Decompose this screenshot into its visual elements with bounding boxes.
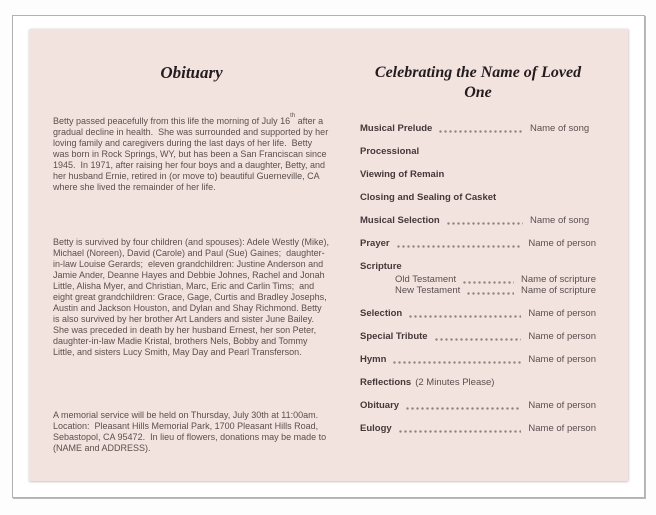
program-row-musical-prelude	[360, 123, 596, 134]
program-item-value: Name of person	[528, 354, 596, 365]
program-item-value: Name of song	[530, 123, 590, 134]
dotted-leader	[467, 292, 514, 295]
program-row-processional	[360, 146, 596, 157]
program-item-label: Scripture	[360, 261, 402, 272]
program-row-closing-and-sealing	[360, 192, 596, 203]
dotted-leader	[393, 361, 521, 364]
program-item-label: New Testament	[395, 285, 461, 296]
program-item-label: Musical Selection	[360, 215, 440, 226]
program-row-obituary	[360, 400, 596, 411]
program-row-old-testament	[360, 274, 596, 285]
program-item-note: (2 Minutes Please)	[415, 377, 495, 388]
dotted-leader	[397, 245, 522, 248]
obituary-p1-text: Betty passed peacefully from this life the morning of July 16	[53, 116, 291, 126]
program-item-label: Viewing of Remain	[360, 169, 445, 180]
dotted-leader	[406, 407, 521, 410]
program-item-value: Name of person	[528, 423, 596, 434]
obituary-body	[53, 94, 330, 476]
funeral-program-page	[29, 29, 628, 481]
obituary-column	[53, 63, 330, 476]
program-row-musical-selection	[360, 215, 596, 226]
program-item-label: Selection	[360, 308, 403, 319]
program-item-value: Name of person	[528, 308, 596, 319]
order-of-service-column	[360, 63, 596, 446]
program-item-label: Obituary	[360, 400, 400, 411]
obituary-paragraph-3: A memorial service will be held on Thursday, July 30th at 11:00am. Location: Pleasant Hills Memorial Park, 1700 Pleasant Hills Road, Sebastopol, CA 95472. In lieu of flowers, donations may be made to (NAME and ADDRESS).	[53, 410, 329, 453]
celebration-heading: Celebrating the Name of Loved One	[374, 64, 582, 101]
program-item-label: Processional	[360, 146, 420, 157]
program-row-viewing-of-remain	[360, 169, 596, 180]
program-row-eulogy	[360, 423, 596, 434]
program-item-label: Old Testament	[395, 274, 457, 285]
program-item-value: Name of person	[528, 400, 596, 411]
program-item-value: Name of song	[530, 215, 590, 226]
program-item-value: Name of scripture	[521, 285, 596, 296]
program-sheet-frame	[12, 15, 645, 498]
obituary-heading: Obituary	[160, 63, 223, 82]
dotted-leader	[439, 130, 523, 133]
program-row-new-testament	[360, 285, 596, 296]
dotted-leader	[447, 222, 523, 225]
obituary-p1-continued: after a gradual decline in health. She was surrounded and supported by her loving family and caregivers during the last days of her life. Betty was born in Rock Springs, WY, but has been a San Franciscan since 1945. In 1971, after raising her four boys and a daughter, Betty, and her husband Ernie, retired in (or move to) beautiful Guerneville, CA where she lived the remainder of her life.	[53, 116, 331, 192]
ordinal-superscript: th	[290, 113, 296, 119]
program-item-label: Eulogy	[360, 423, 392, 434]
dotted-leader	[435, 338, 522, 341]
obituary-paragraph-1	[53, 113, 331, 193]
program-item-label: Reflections	[360, 377, 412, 388]
obituary-paragraph-2: Betty is survived by four children (and spouses): Adele Westly (Mike), Michael (Noreen), David (Carole) and Paul (Sue) Gaines; daughter-in-law Louise Gerards; eleven grandchildren: Justine Anderson and Jamie Ander, Deanne Hayes and Debbie Johnes, Rachel and Jonah Little, Alisha Myer, and Christian, Marc, Eric and Carlin Tims; and eight great grandchildren: Grace, Gage, Curtis and Bradley Josephs, Austin and Jackson Houston, and Dylan and Shay Richmond. Betty is also survived by her brother Art Landers and sister June Bailey. She was preceded in death by her husband Ernest, her son Peter, daughter-in-law Madie Kristal, brothers Nels, Bobby and Tommy Little, and sisters Lucy Smith, May Day and Pearl Transferson.	[53, 237, 332, 357]
program-item-label: Musical Prelude	[360, 123, 433, 134]
program-row-reflections	[360, 377, 596, 388]
program-row-selection	[360, 308, 596, 319]
program-row-scripture	[360, 261, 596, 272]
program-item-label: Closing and Sealing of Casket	[360, 192, 497, 203]
program-item-value: Name of scripture	[521, 274, 596, 285]
program-item-value: Name of person	[528, 331, 596, 342]
program-item-label: Prayer	[360, 238, 390, 249]
program-row-special-tribute	[360, 331, 596, 342]
program-row-prayer	[360, 238, 596, 249]
program-item-label: Hymn	[360, 354, 387, 365]
dotted-leader	[399, 430, 522, 433]
program-item-value: Name of person	[528, 238, 596, 249]
program-row-hymn	[360, 354, 596, 365]
dotted-leader	[409, 315, 521, 318]
dotted-leader	[463, 281, 514, 284]
program-item-label: Special Tribute	[360, 331, 428, 342]
